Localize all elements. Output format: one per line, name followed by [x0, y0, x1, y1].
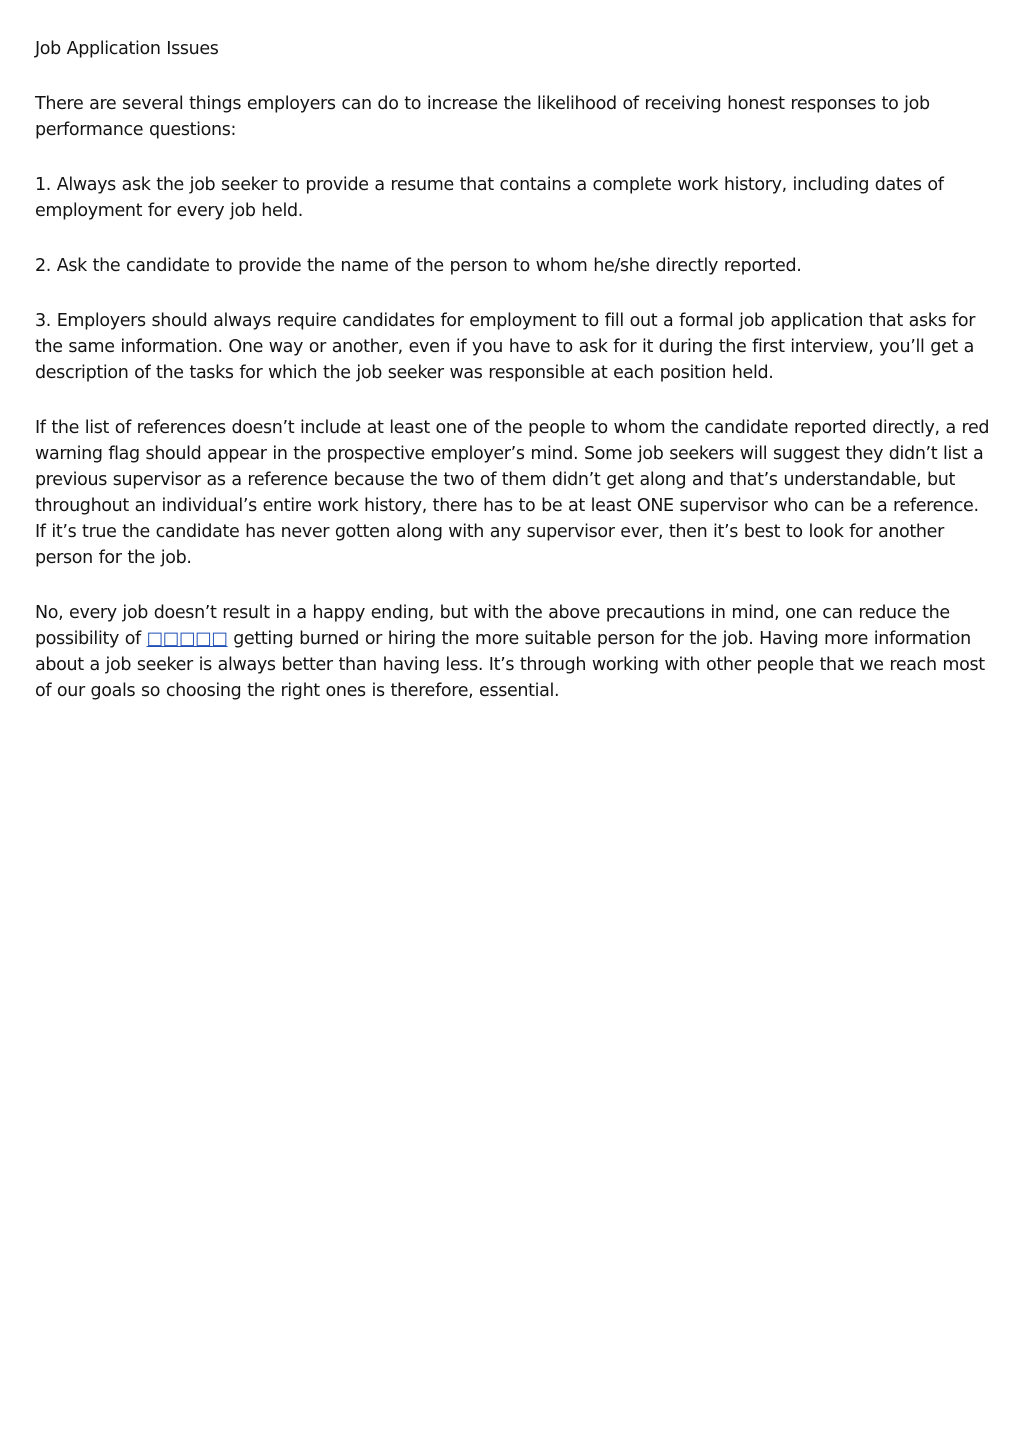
closing-paragraph	[35, 600, 993, 704]
document-title: Job Application Issues	[35, 39, 219, 59]
point-3-paragraph: 3. Employers should always require candidates for employment to fill out a formal job application that asks for the same information. One way or another, even if you have to ask for it during the first interview, you’ll get a description of the tasks for which the job seeker was responsible at each position held.	[35, 311, 976, 383]
point-2-paragraph: 2. Ask the candidate to provide the name of the person to whom he/she directly reported.	[35, 256, 802, 276]
references-paragraph: If the list of references doesn’t include at least one of the people to whom the candidate reported directly, a red warning flag should appear in the prospective employer’s mind. Some job seekers will suggest they didn’t list a previous supervisor as a reference because the two of them didn’t get along and that’s understandable, but throughout an individual’s entire work history, there has to be at least ONE supervisor who can be a reference. If it’s true the candidate has never gotten along with any supervisor ever, then it’s best to look for another person for the job.	[35, 418, 990, 568]
point-1-paragraph: 1. Always ask the job seeker to provide a resume that contains a complete work history, including dates of employment for every job held.	[35, 175, 944, 221]
closing-text-before-link: No, every job doesn’t result in a happy ending, but with the above precautions in mind, one can reduce the possibility of	[35, 603, 950, 649]
intro-paragraph: There are several things employers can do to increase the likelihood of receiving honest responses to job performance questions:	[35, 94, 930, 140]
closing-text-after-link: getting burned or hiring the more suitable person for the job. Having more information about a job seeker is always better than having less. It’s through working with other people that we reach most of our goals so choosing the right ones is therefore, essential.	[35, 629, 985, 701]
document-body	[35, 36, 993, 733]
inline-link[interactable]: □□□□□	[146, 629, 228, 649]
